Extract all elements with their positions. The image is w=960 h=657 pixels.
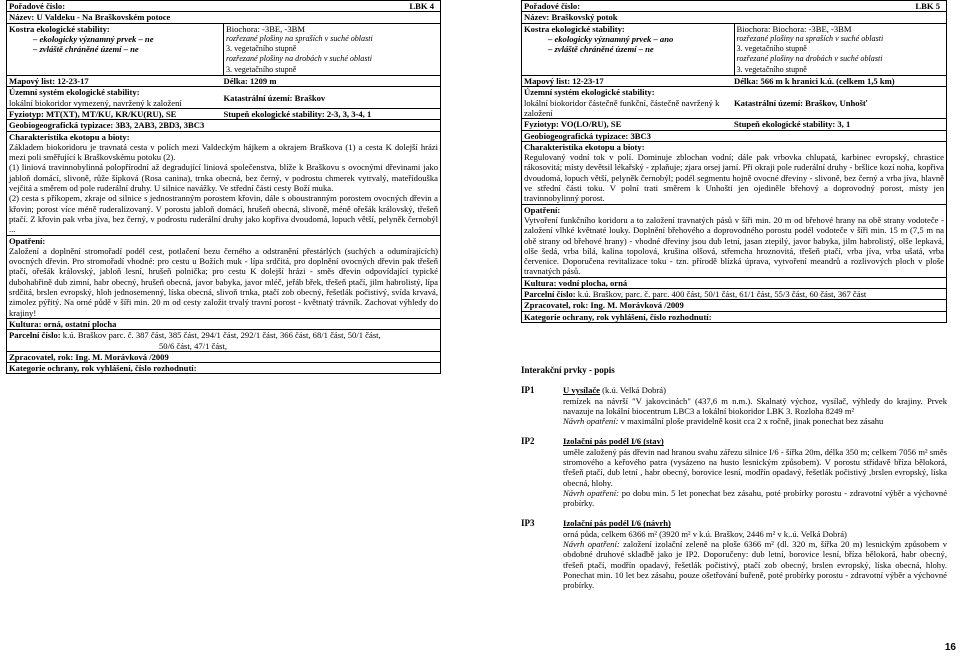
opatreni-text: Vytvoření funkčního koridoru a to založení travnatých pásů v šíři min. 20 m od břehové hrany na obě strany vodoteče - založení vlhké květnaté louky. Doplnění břehového a doprovodného porostu podél vodoteče v šíři min. 15 m (7,5 m na obě strany od břehové hrany) - vhodné dřeviny jsou dub letní, jasan ztepilý, javor babyka, jilm habrolistý, olše lepkavá, olše šedá, vrba bílá, kalina topolová, krušina olšová, střemcha hroznovitá, třešeň ptačí, vrba jíva, vrba ušatá, vrba červenice. Doporučena revitalizace toku - tzn. přírodě blízká úprava, vytvoření meandrů a rozlivových ploch v ploše travnatých pásů. xyxy=(524,214,944,277)
mapovy-list: Mapový list: 12-23-17 xyxy=(9,76,89,87)
kostra-vyz: – ekologicky významný prvek – ano xyxy=(548,33,674,44)
nazev: Název: Braškovský potok xyxy=(522,12,946,23)
biochora-desc-2: 3. vegetačního stupně xyxy=(736,44,807,54)
ip-title: Izolační pás podél I/6 (stav) xyxy=(563,436,664,447)
ip-title-rest: (k.ú. Velká Dobrá) xyxy=(600,385,666,396)
ip-item-2 xyxy=(521,436,947,508)
kultura: Kultura: orná, ostatní plocha xyxy=(7,319,440,330)
ip-desc: remízek na návrší "V jakovcinách" (437,6 m n.m.). Skalnatý výchoz, vysílač, výhledy do krajiny. Prvek navazuje na lokální biocentrum LBC3 a lokální biokoridor LBK 3. Rozloha 8249 m² xyxy=(563,395,947,416)
biochora-desc-1: rozřezané plošiny na spraších v suché oblasti xyxy=(736,33,884,43)
ip-navrh-label: Návrh opatření: xyxy=(563,487,620,498)
poradove-label: Pořadové číslo: xyxy=(9,1,66,11)
kostra-chr: – zvláště chráněné území – ne xyxy=(33,44,139,55)
ip-item-3 xyxy=(521,518,947,590)
interakcni-prvky xyxy=(521,365,947,591)
opatreni-label: Opatření: xyxy=(524,204,561,215)
nazev: Název: U Valdeku - Na Braškovském potoce xyxy=(7,12,440,23)
biochora-desc-4: 3. vegetačního stupně xyxy=(736,64,807,74)
parcelni-text: k.ú. Braškov parc. č. 387 část, 385 část, 294/1 část, 292/1 část, 366 část, 68/1 část, 50/1 část, xyxy=(62,330,381,341)
uzemni-row xyxy=(522,87,946,119)
parcelni-text-2: 50/6 část, 47/1 část, xyxy=(159,340,228,351)
kostra-label: Kostra ekologické stability: xyxy=(9,23,110,34)
fyziotyp: Fyziotyp: VO(LO/RU), SE xyxy=(524,119,622,130)
opatreni xyxy=(522,205,946,278)
parcelni-label: Parcelní číslo: xyxy=(524,289,576,300)
uzemni-value: lokální biokoridor vymezený, navržený k založení xyxy=(9,97,182,108)
uzemni-value: lokální biokoridor částečně funkční, částečně navržený k založení xyxy=(524,97,720,118)
mapovy-list: Mapový list: 12-23-17 xyxy=(524,76,604,87)
char-text: Základem biokoridoru je travnatá cesta v polích mezi Valdeckým hájkem a okrajem Braškova (1) a cesta K dolejší hrázi mezi poli směřující k Braškovskému potoku (2). xyxy=(9,141,438,163)
ip-title: Izolační pás podél I/6 (návrh) xyxy=(563,518,671,529)
kategorie: Kategorie ochrany, rok vyhlášení, číslo rozhodnutí: xyxy=(522,312,946,323)
katastralni-uzemi: Katastrální území: Braškov xyxy=(223,92,326,103)
poradove-label: Pořadové číslo: xyxy=(524,1,581,11)
parcelni-row xyxy=(7,330,440,352)
charakteristika xyxy=(7,132,440,236)
uzemni-label: Územní systém ekologické stability: xyxy=(524,87,655,98)
kostra-vyz: – ekologicky významný prvek – ne xyxy=(33,33,154,44)
biochora-desc-2: 3. vegetačního stupně xyxy=(226,44,297,54)
kostra-row xyxy=(7,24,440,76)
fyziotyp-row xyxy=(522,119,946,130)
ip-navrh: založení izolační zeleně na ploše 6366 m² (dl. 320 m, šířka 20 m) lesnickým způsobem v obdobné druhové skladbě jako je IP2. Doporučeny: dub letní, borovice lesní, bříza bělokorá, habr obecný, třešeň ptačí, modřín opadavý, řešetlák počistivý, ptačí zob obecný, brslen evropský, líska obecná, hlohy. Ponechat min. 10 let bez zásahu, pouze ošetřování buřeně, poté probírky porostu - zdravotní výběr a výchovné probírky. xyxy=(563,539,947,591)
parcelni-text: k.ú. Braškov, parc. č. parc. 400 část, 50/1 část, 61/1 část, 55/3 část, 60 část, 367 část xyxy=(577,289,867,300)
ip-desc: orná půda, celkem 6366 m² (3920 m² v k.ú. Braškov, 2446 m² v k..ú. Velká Dobrá) xyxy=(563,528,847,539)
page-number: 16 xyxy=(944,641,956,653)
stupen-stability: Stupeň ekologické stability: 3, 1 xyxy=(734,119,851,130)
lbk5-card xyxy=(521,0,947,591)
opatreni xyxy=(7,236,440,319)
biochora: Biochora: -3BE, -3BM xyxy=(226,23,306,34)
poradove-row xyxy=(7,1,440,12)
biochora-desc-3: rozřezané plošiny na drobách v suché oblasti xyxy=(226,54,372,64)
biochora-desc-4: 3. vegetačního stupně xyxy=(226,64,297,74)
kostra-label: Kostra ekologické stability: xyxy=(524,23,625,34)
fyziotyp: Fyziotyp: MT(XT), MT/KU, KR/KU(RU), SE xyxy=(9,108,177,119)
char-label: Charakteristika ekotopu a bioty: xyxy=(9,131,130,142)
lbk-number: LBK 4 xyxy=(409,1,434,11)
ip-navrh: po dobu min. 5 let ponechat bez zásahu, poté probírky porostu - zdravotní výběr a výchovné probírky. xyxy=(563,487,948,509)
kultura: Kultura: vodní plocha, orná xyxy=(522,278,946,289)
fyziotyp-row xyxy=(7,109,440,120)
char-p1: (1) liniová travinnobylinná polopřírodní až degradující liniová společenstva, blíže k Braškovu s ovocnými dřevinami jako jabloň domácí, slivoně, růže šípková (Rosa canina), trnka obecná, bez černý, v podrostu chmerek vytrvalý, mateřídouška vejčitá a směrem od pole ruderální druhy. U silnice navážky. Ve střední části cesty Boží muka. xyxy=(9,162,438,194)
opatreni-label: Opatření: xyxy=(9,235,46,246)
char-text: Regulovaný vodní tok v polí. Dominuje zblochan vodní; dále pak vrbovka chlupatá, karbinec evropský, chrastice rákosovitá; místy devětsil lékařský - zplaňuje; zjara orsej jarní. Při okraji pole ruderální druhy - bršlice kozí noha, kopřiva dvoudomá, lopuch větší, pelyněk černobýl; podél segmentu hojně ovocné dřeviny - slivoně, bez černý a vrba jíva, hlavně ve střední části toku. V polní trati směrem k Unhošti jen ojediněle břehový a doprovodný porost, místy jen travinnobylinný porost. xyxy=(524,152,944,204)
ip-id: IP3 xyxy=(521,518,535,529)
ip-navrh: v maximální ploše pravidelně kosit cca 2 x ročně, jinak ponechat bez zásahu xyxy=(618,416,884,427)
zpracovatel: Zpracovatel, rok: Ing. M. Morávková /2009 xyxy=(522,300,946,311)
char-p2: (2) cesta s příkopem, zkraje od silnice s jednostranným porostem křovin, dále s oboustranným porostem ovocných dřevin a křovin; porost více méně ruderalizovaný. V porostu jabloň domácí, hrušeň obecná, slivoně, méně ořešák královský, třešeň ptačí. Z křovin pak vrba jíva, bez černý, v podrostu ruderální druhy jako kopřiva dvoudomá, lopuch větší, pelyněk černobýl ... xyxy=(9,193,438,235)
parcelni-row xyxy=(522,289,946,300)
stupen-stability: Stupeň ekologické stability: 2-3, 3, 3-4, 1 xyxy=(223,108,372,119)
biochora-desc-3: rozřezané plošiny na drobách v suché oblasti xyxy=(736,54,883,64)
kostra-row xyxy=(522,24,946,76)
geobio: Geobiogeografická typizace: 3B3, 2AB3, 2BD3, 3BC3 xyxy=(7,120,440,131)
parcelni-label: Parcelní číslo: xyxy=(9,330,61,341)
biochora-desc-1: rozřezané plošiny na spraších v suché oblasti xyxy=(226,33,373,43)
ip-desc: uměle založený pás dřevin nad hranou svahu zářezu silnice I/6 - šířka 20m, délka 350 m; celkem 7056 m² směs stromového a keřového patra (vysázeno na husto lesnickým způsobem). V porostu střídavě bříza bělokorá, třešeň ptačí, dub letní , habr obecný, borovice lesní, modřín opadavý, řešetlák počistivý ,brslen evropský, líska obecná, hlohy. xyxy=(563,446,947,488)
ip-id: IP1 xyxy=(521,385,535,396)
zpracovatel: Zpracovatel, rok: Ing. M. Morávková /2009 xyxy=(7,352,440,363)
mapovy-row xyxy=(522,76,946,87)
mapovy-row xyxy=(7,76,440,87)
uzemni-label: Územní systém ekologické stability: xyxy=(9,87,140,98)
biochora: Biochora: Biochora: -3BE, -3BM xyxy=(736,23,852,34)
charakteristika xyxy=(522,142,946,205)
ip-title: U vysílače xyxy=(563,385,600,396)
delka: Délka: 1209 m xyxy=(223,76,277,87)
delka: Délka: 566 m k hranici k.ú. (celkem 1,5 km) xyxy=(734,76,895,87)
katastralni-uzemi: Katastrální území: Braškov, Unhošť xyxy=(734,97,868,108)
ip-navrh-label: Návrh opatření: xyxy=(563,416,619,427)
opatreni-text: Založení a doplnění stromořadí podél cest, potlačení bezu černého a odstranění přestárlých (suchých a odumírajících) ovocných dřevin. Pro stromořadí vhodné: pro cestu u Božích muk - lípa srdčitá, pro doplnění ovocných dřevin pak třešeň ptačí, ořešák královský, jabloň lesní, hrušeň polnička; pro cestu K dolejší hrázi - směs dřevin odpovídající typické dubohabřině dub zimní, habr obecný, hrušeň obecná, javor babyka, javor mléč, jeřáb břek, třešeň ptačí, jilm habrolistý, lípa srdčitá, brslen evropský, hloh jednosemenný, líska obecná, slivoň trnka, ptačí zob obecný, řešetlák počistivý, svída krvavá, zimolez pýřitý. Na orné půdě v šíři min. 20 m od cesty založit trvalý travní porost - květnatý trávník. Zachovat výhledy do krajiny! xyxy=(9,245,438,318)
ip-item-1 xyxy=(521,385,947,426)
geobio: Geobiogeografická typizace: 3BC3 xyxy=(522,131,946,142)
kostra-chr: – zvláště chráněné území – ne xyxy=(548,44,654,55)
ip-id: IP2 xyxy=(521,436,535,447)
char-label: Charakteristika ekotopu a bioty: xyxy=(524,141,645,152)
kategorie: Kategorie ochrany, rok vyhlášení, číslo rozhodnutí: xyxy=(7,363,440,374)
lbk-number: LBK 5 xyxy=(915,1,940,11)
interakcni-title: Interakční prvky - popis xyxy=(521,364,615,375)
ip-navrh-label: Návrh opatření: xyxy=(563,539,620,550)
uzemni-row xyxy=(7,87,440,109)
lbk4-card xyxy=(6,0,441,374)
poradove-row xyxy=(522,1,946,12)
